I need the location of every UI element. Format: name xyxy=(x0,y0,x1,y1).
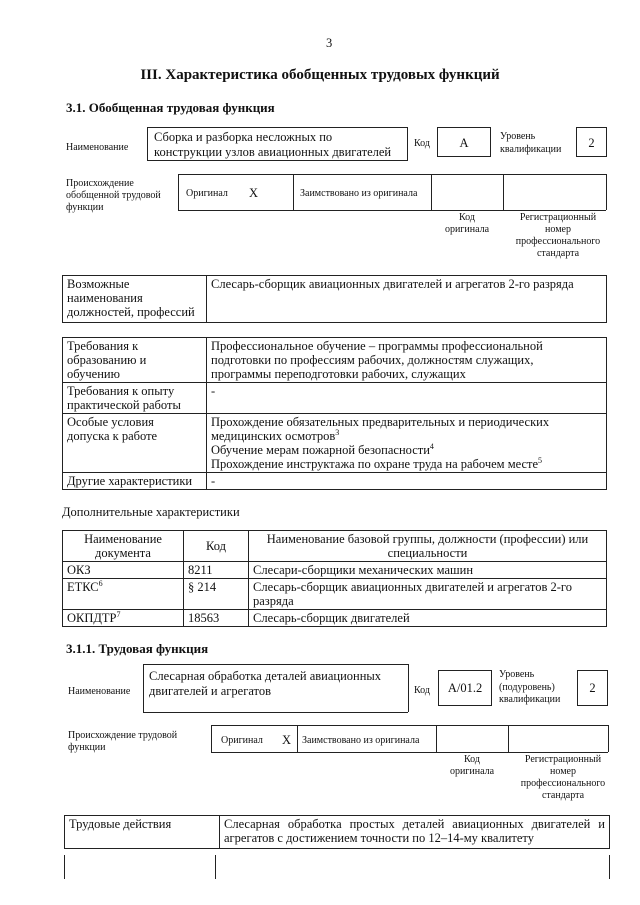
tf-original-label: Оригинал xyxy=(221,735,263,746)
table-row xyxy=(63,414,607,473)
footnote-ref-7: 7 xyxy=(116,609,121,619)
tf-heading: 3.1.1. Трудовая функция xyxy=(66,641,209,656)
exp-value: - xyxy=(211,384,216,398)
row-code: 18563 xyxy=(188,611,220,625)
gtf-name-label: Наименование xyxy=(66,142,129,153)
positions-label-2: наименования xyxy=(67,291,143,305)
tf-level-box xyxy=(577,670,608,706)
exp-label-1: Требования к опыту xyxy=(67,384,175,398)
gtf-reg-4: стандарта xyxy=(536,248,580,259)
gtf-original-label: Оригинал xyxy=(186,188,228,199)
edu-value-1: Профессиональное обучение – программы профессиональной xyxy=(211,339,543,353)
row-name: Слесарь-сборщик двигателей xyxy=(253,611,410,625)
footnote-ref-4: 4 xyxy=(429,441,434,451)
special-value-2: медицинских осмотров xyxy=(211,429,336,443)
requirements-table xyxy=(62,337,607,490)
edu-label-2: образованию и xyxy=(67,353,147,367)
tf-code-orig-2: оригинала xyxy=(449,766,495,777)
gtf-name-line1: Сборка и разборка несложных по xyxy=(154,130,333,144)
tf-reg-3: профессионального xyxy=(520,778,606,789)
gtf-level-label-2: квалификации xyxy=(500,144,562,155)
footnote-ref-6: 6 xyxy=(98,578,103,588)
gtf-borrowed-label: Заимствовано из оригинала xyxy=(300,188,418,199)
positions-table xyxy=(62,275,607,323)
tf-original-mark: X xyxy=(282,733,292,747)
gtf-origin-label-3: функции xyxy=(66,202,104,213)
gtf-reg-3: профессионального xyxy=(515,236,601,247)
gtf-heading: 3.1. Обобщенная трудовая функция xyxy=(66,100,275,115)
special-value-4: Прохождение инструктажа по охране труда на рабочем месте xyxy=(211,457,539,471)
table-row xyxy=(63,473,607,490)
table-row xyxy=(63,383,607,414)
additional-table xyxy=(62,530,607,627)
edu-label-1: Требования к xyxy=(67,339,139,353)
gtf-code-orig-1: Код xyxy=(459,212,475,223)
special-value-3: Обучение мерам пожарной безопасности xyxy=(211,443,430,457)
tf-name-line2: двигателей и агрегатов xyxy=(149,684,272,698)
edu-label-3: обучению xyxy=(67,367,120,381)
special-value-1: Прохождение обязательных предварительных и периодических xyxy=(211,415,550,429)
row-name-cont: разряда xyxy=(253,594,294,608)
table-row xyxy=(63,610,607,627)
col-doc-1: Наименование xyxy=(84,532,162,546)
exp-label-2: практической работы xyxy=(67,398,181,412)
row-doc: ЕТКС xyxy=(67,580,99,594)
table-row xyxy=(63,562,607,579)
row-code: § 214 xyxy=(188,580,217,594)
table-row xyxy=(63,338,607,383)
additional-heading: Дополнительные характеристики xyxy=(62,505,240,519)
gtf-original-mark: X xyxy=(249,186,259,200)
col-name-1: Наименование базовой группы, должности (профессии) или xyxy=(266,532,589,546)
col-name-2: специальности xyxy=(387,546,468,560)
row-name: Слесарь-сборщик авиационных двигателей и агрегатов 2-го xyxy=(253,580,572,594)
tf-level-label-3: квалификации xyxy=(499,694,561,705)
tf-reg-4: стандарта xyxy=(541,790,585,801)
positions-value: Слесарь-сборщик авиационных двигателей и агрегатов 2-го разряда xyxy=(211,277,574,291)
tf-level-label-2: (подуровень) xyxy=(499,682,555,693)
row-code: 8211 xyxy=(188,563,213,577)
gtf-reg-2: номер xyxy=(545,224,571,235)
gtf-origin-label-2: обобщенной трудовой xyxy=(66,190,161,201)
col-doc-2: документа xyxy=(95,546,151,560)
gtf-code-label: Код xyxy=(414,138,430,149)
table-row xyxy=(65,816,610,849)
tf-origin-label-1: Происхождение трудовой xyxy=(68,730,178,741)
special-label-1: Особые условия xyxy=(67,415,154,429)
tf-name-label: Наименование xyxy=(68,686,131,697)
tf-borrowed-label: Заимствовано из оригинала xyxy=(302,735,420,746)
edu-value-3: программы переподготовки рабочих, служащих xyxy=(211,367,466,381)
section-title: III. Характеристика обобщенных трудовых функций xyxy=(140,67,500,83)
tf-code-orig-1: Код xyxy=(464,754,480,765)
edu-value-2: подготовки по профессиям рабочих, должностям служащих, xyxy=(211,353,534,367)
tf-code-box xyxy=(438,670,492,706)
other-label: Другие характеристики xyxy=(67,474,193,488)
tf-level-label-1: Уровень xyxy=(499,669,535,680)
table-row xyxy=(63,579,607,610)
gtf-code-value: A xyxy=(459,136,469,150)
row-name: Слесари-сборщики механических машин xyxy=(253,563,474,577)
tf-name-line1: Слесарная обработка деталей авиационных xyxy=(149,669,382,683)
positions-label-1: Возможные xyxy=(67,277,130,291)
gtf-code-box xyxy=(437,127,491,157)
other-value: - xyxy=(211,474,216,488)
gtf-name-box xyxy=(147,127,408,161)
row-doc: ОКПДТР xyxy=(67,611,117,625)
gtf-level-label-1: Уровень xyxy=(500,131,536,142)
actions-value-1: Слесарная обработка простых деталей авиационных двигателей и xyxy=(224,817,605,831)
gtf-code-orig-2: оригинала xyxy=(444,224,490,235)
tf-reg-1: Регистрационный xyxy=(524,754,602,765)
tf-origin-label-2: функции xyxy=(68,742,106,753)
footnote-ref-5: 5 xyxy=(538,455,543,465)
gtf-level-box xyxy=(576,127,607,157)
gtf-reg-1: Регистрационный xyxy=(519,212,597,223)
gtf-name-line2: конструкции узлов авиационных двигателей xyxy=(154,145,392,159)
tf-reg-2: номер xyxy=(550,766,576,777)
table-header-row xyxy=(63,531,607,562)
page-number: 3 xyxy=(326,36,333,50)
gtf-level-value: 2 xyxy=(588,136,595,150)
actions-value-2: агрегатов с достижением точности по 12–14-му квалитету xyxy=(224,831,534,845)
row-doc: ОКЗ xyxy=(67,563,91,577)
special-label-2: допуска к работе xyxy=(67,429,158,443)
positions-label-3: должностей, профессий xyxy=(67,305,195,319)
col-code: Код xyxy=(206,539,226,553)
tf-level-value: 2 xyxy=(589,681,596,695)
footnote-ref-3: 3 xyxy=(335,427,340,437)
tf-code-value: A/01.2 xyxy=(447,681,483,695)
actions-table xyxy=(64,815,610,849)
actions-label: Трудовые действия xyxy=(69,817,172,831)
tf-code-label: Код xyxy=(414,685,430,696)
gtf-origin-label-1: Происхождение xyxy=(66,178,134,189)
